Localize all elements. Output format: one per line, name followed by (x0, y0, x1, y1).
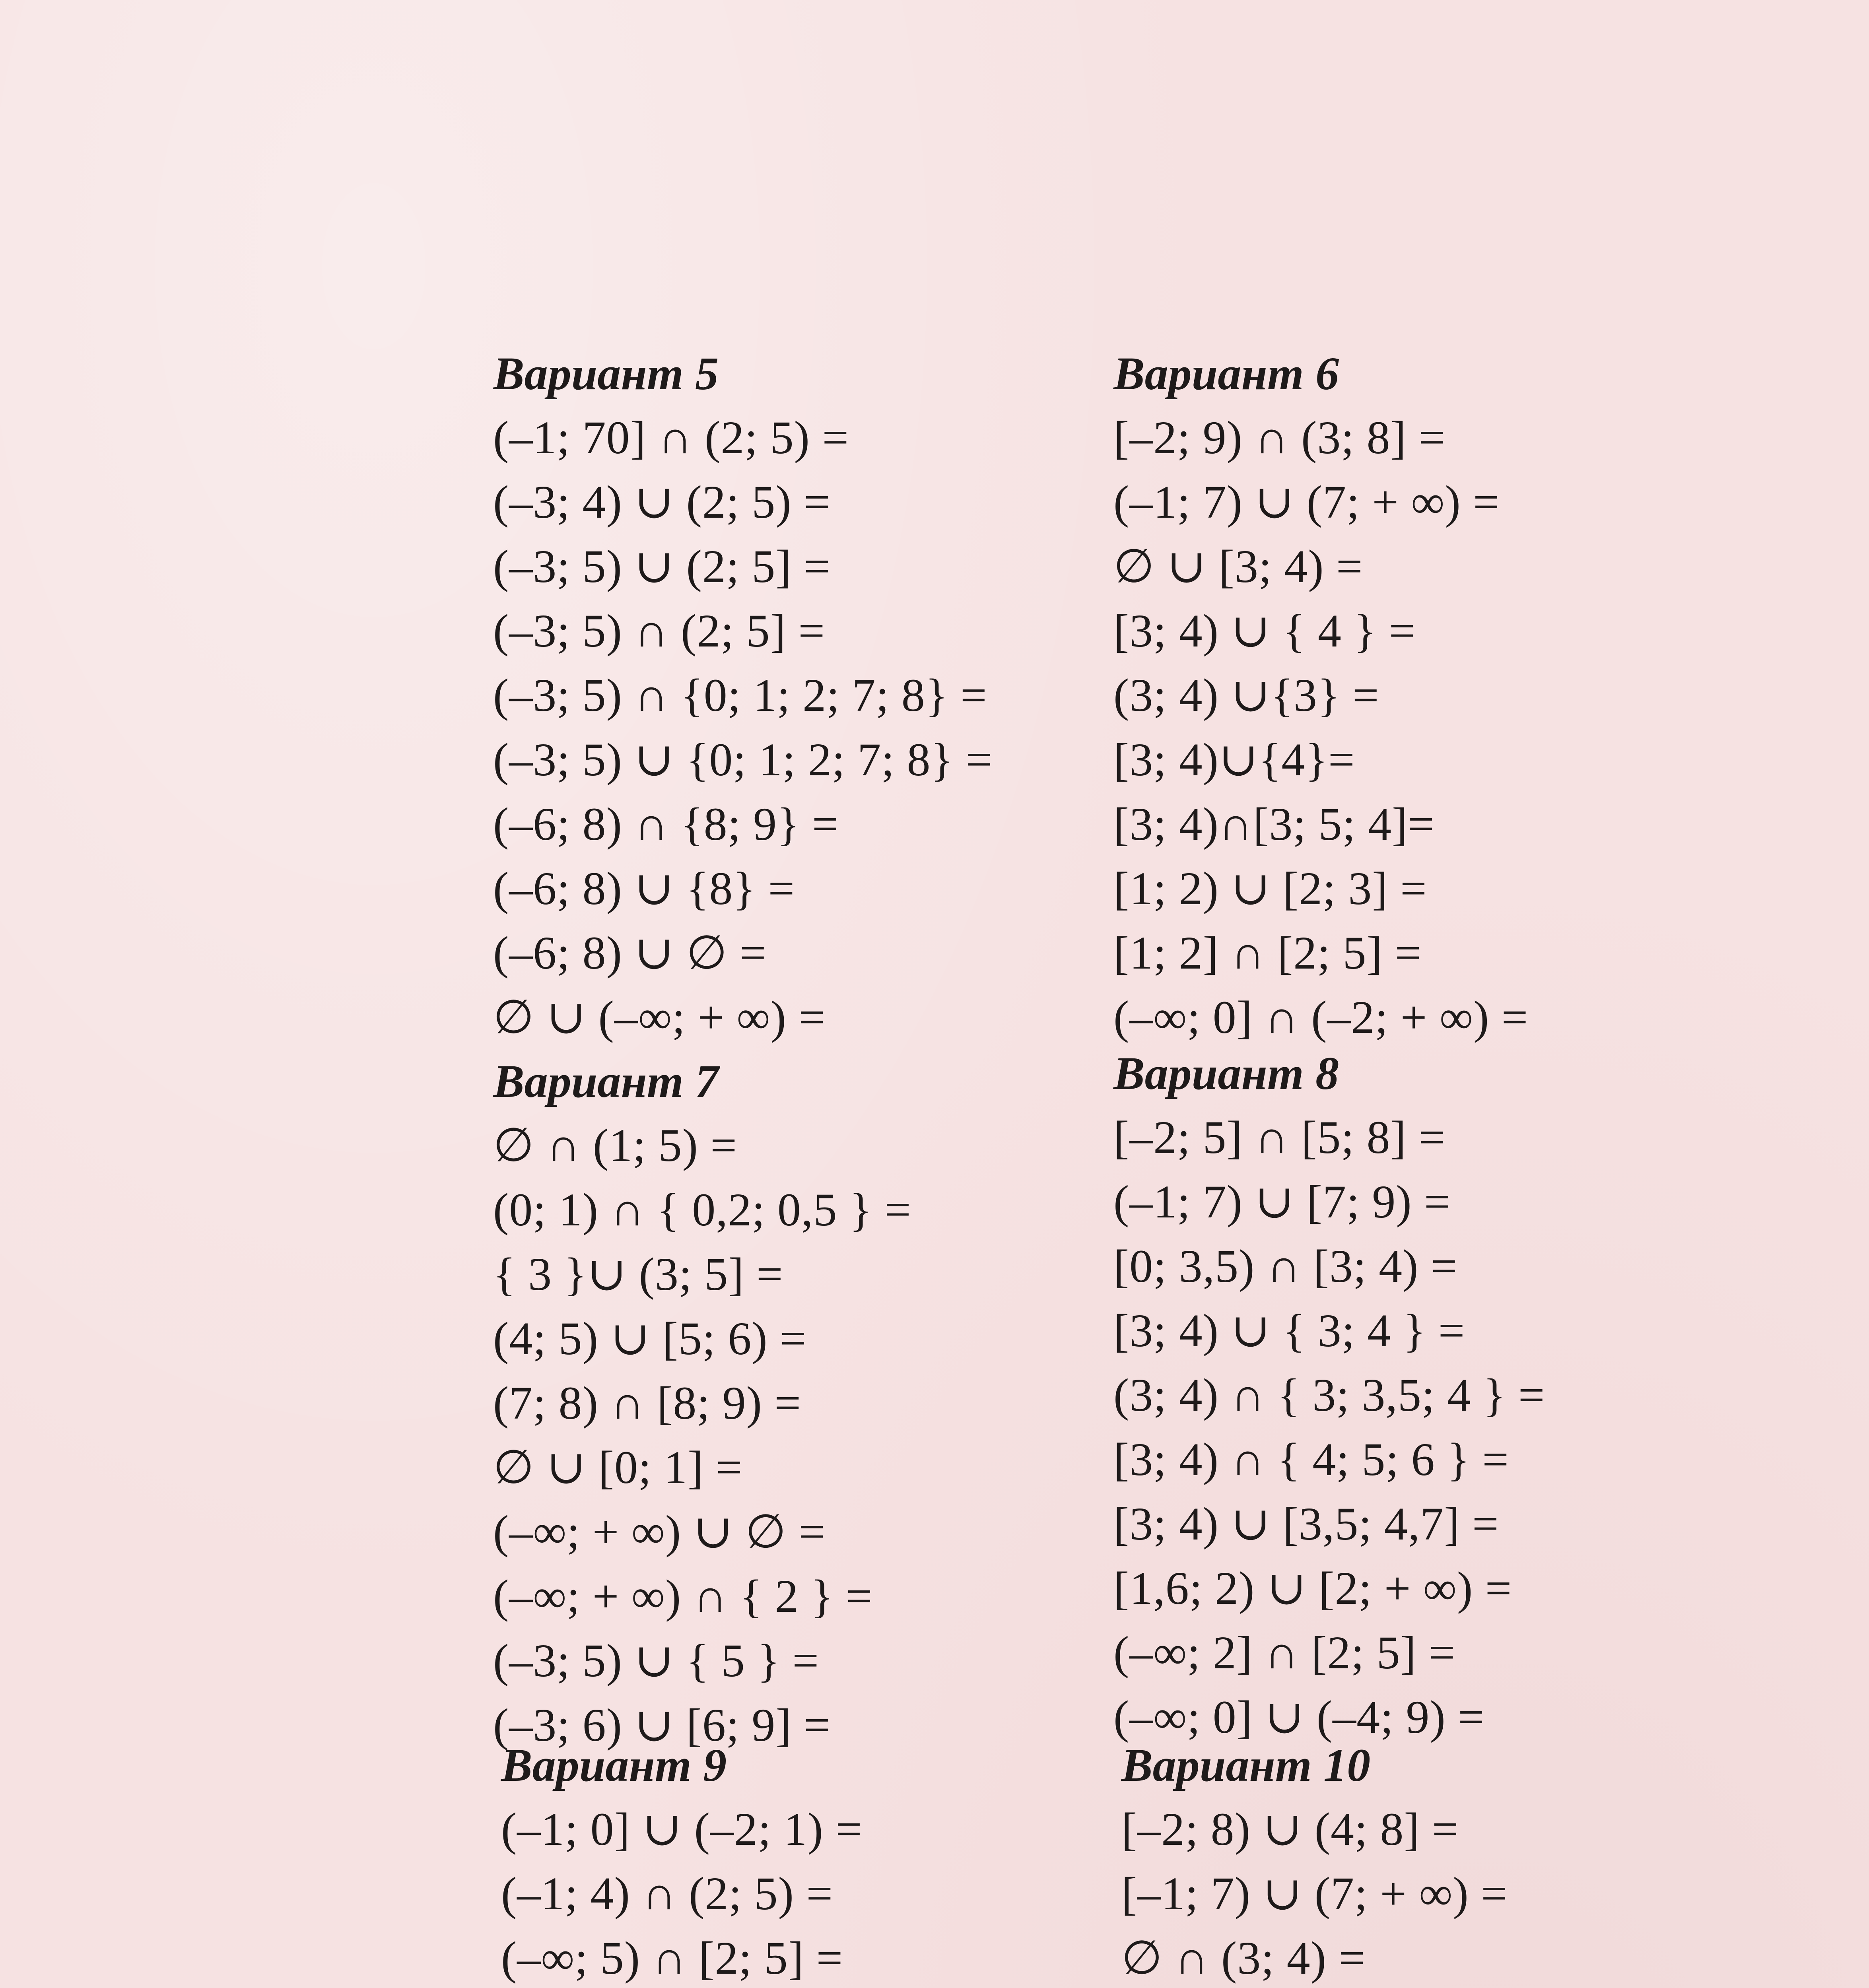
exercise-item: (–∞; 0] ∩ (–2; + ∞) = (1113, 991, 1529, 1043)
exercise-item: [–2; 8) ∪ (4; 8] = (1121, 1803, 1459, 1855)
exercise-item: [3; 4) ∪ [3,5; 4,7] = (1113, 1498, 1499, 1550)
exercise-item: (–3; 6) ∪ [6; 9] = (493, 1699, 831, 1751)
exercise-item: { 3 }∪ (3; 5] = (493, 1248, 783, 1300)
variant-title: Вариант 8 (1113, 1047, 1339, 1099)
variant-title: Вариант 10 (1121, 1739, 1371, 1791)
exercise-item: (–3; 5) ∩ {0; 1; 2; 7; 8} = (493, 669, 987, 721)
exercise-item: [3; 4) ∪ { 3; 4 } = (1113, 1305, 1465, 1357)
exercise-item: (–1; 7) ∪ [7; 9) = (1113, 1176, 1451, 1228)
exercise-item: [3; 4) ∩ { 4; 5; 6 } = (1113, 1433, 1509, 1485)
exercise-item: [–2; 9) ∩ (3; 8] = (1113, 412, 1446, 464)
exercise-item: (–1; 7) ∪ (7; + ∞) = (1113, 476, 1500, 528)
exercise-item: (4; 5) ∪ [5; 6) = (493, 1312, 807, 1365)
variant-6 (1113, 342, 1750, 1050)
exercise-item: [1,6; 2) ∪ [2; + ∞) = (1113, 1562, 1512, 1614)
variant-title: Вариант 9 (501, 1739, 727, 1791)
variant-title: Вариант 7 (493, 1055, 719, 1107)
exercise-item: (–6; 8) ∪ {8} = (493, 862, 795, 914)
exercise-item: (–3; 5) ∩ (2; 5] = (493, 605, 826, 657)
exercise-item: (–1; 4) ∩ (2; 5) = (501, 1868, 833, 1920)
exercise-item: [3; 4)∪{4}= (1113, 734, 1355, 786)
exercise-item: (–3; 4) ∪ (2; 5) = (493, 476, 831, 528)
exercise-item: (3; 4) ∩ { 3; 3,5; 4 } = (1113, 1369, 1545, 1421)
exercise-item: [1; 2) ∪ [2; 3] = (1113, 862, 1427, 914)
variant-title: Вариант 5 (493, 348, 719, 400)
variant-title: Вариант 6 (1113, 348, 1339, 400)
exercise-item: (–3; 5) ∪ {0; 1; 2; 7; 8} = (493, 734, 993, 786)
exercise-item: (–∞; + ∞) ∪ ∅ = (493, 1506, 826, 1558)
exercise-item: (–1; 70] ∩ (2; 5) = (493, 412, 849, 464)
exercise-item: (7; 8) ∩ [8; 9) = (493, 1377, 802, 1429)
exercise-item: (–3; 5) ∪ (2; 5] = (493, 540, 831, 592)
exercise-item: [3; 4) ∪ { 4 } = (1113, 605, 1416, 657)
exercise-item: [3; 4)∩[3; 5; 4]= (1113, 798, 1435, 850)
exercise-item: ∅ ∪ [3; 4) = (1113, 540, 1363, 592)
exercise-item: [0; 3,5) ∩ [3; 4) = (1113, 1240, 1458, 1292)
exercise-item: (0; 1) ∩ { 0,2; 0,5 } = (493, 1184, 911, 1236)
exercise-item: ∅ ∪ (–∞; + ∞) = (493, 991, 826, 1043)
exercise-item: (–1; 0] ∪ (–2; 1) = (501, 1803, 863, 1855)
variant-5 (493, 342, 1129, 1050)
exercise-item: ∅ ∩ (3; 4) = (1121, 1932, 1366, 1984)
variant-9 (501, 1734, 1137, 1988)
exercise-item: [1; 2] ∩ [2; 5] = (1113, 927, 1422, 979)
exercise-item: (–∞; 2] ∩ [2; 5] = (1113, 1627, 1456, 1679)
variant-10 (1121, 1734, 1758, 1988)
exercise-item: ∅ ∪ [0; 1] = (493, 1441, 743, 1493)
variant-8 (1113, 1042, 1750, 1749)
exercise-item: (3; 4) ∪{3} = (1113, 669, 1379, 721)
exercise-item: (–6; 8) ∩ {8; 9} = (493, 798, 839, 850)
exercise-item: [–1; 7) ∪ (7; + ∞) = (1121, 1868, 1508, 1920)
exercise-item: (–∞; 0] ∪ (–4; 9) = (1113, 1691, 1485, 1743)
exercise-item: (–6; 8) ∪ ∅ = (493, 927, 767, 979)
variant-7 (493, 1050, 1129, 1757)
exercise-item: ∅ ∩ (1; 5) = (493, 1119, 737, 1171)
exercise-item: (–∞; 5) ∩ [2; 5] = (501, 1932, 843, 1984)
exercise-item: [–2; 5] ∩ [5; 8] = (1113, 1111, 1446, 1163)
exercise-item: (–3; 5) ∪ { 5 } = (493, 1635, 820, 1687)
exercise-item: (–∞; + ∞) ∩ { 2 } = (493, 1570, 873, 1622)
